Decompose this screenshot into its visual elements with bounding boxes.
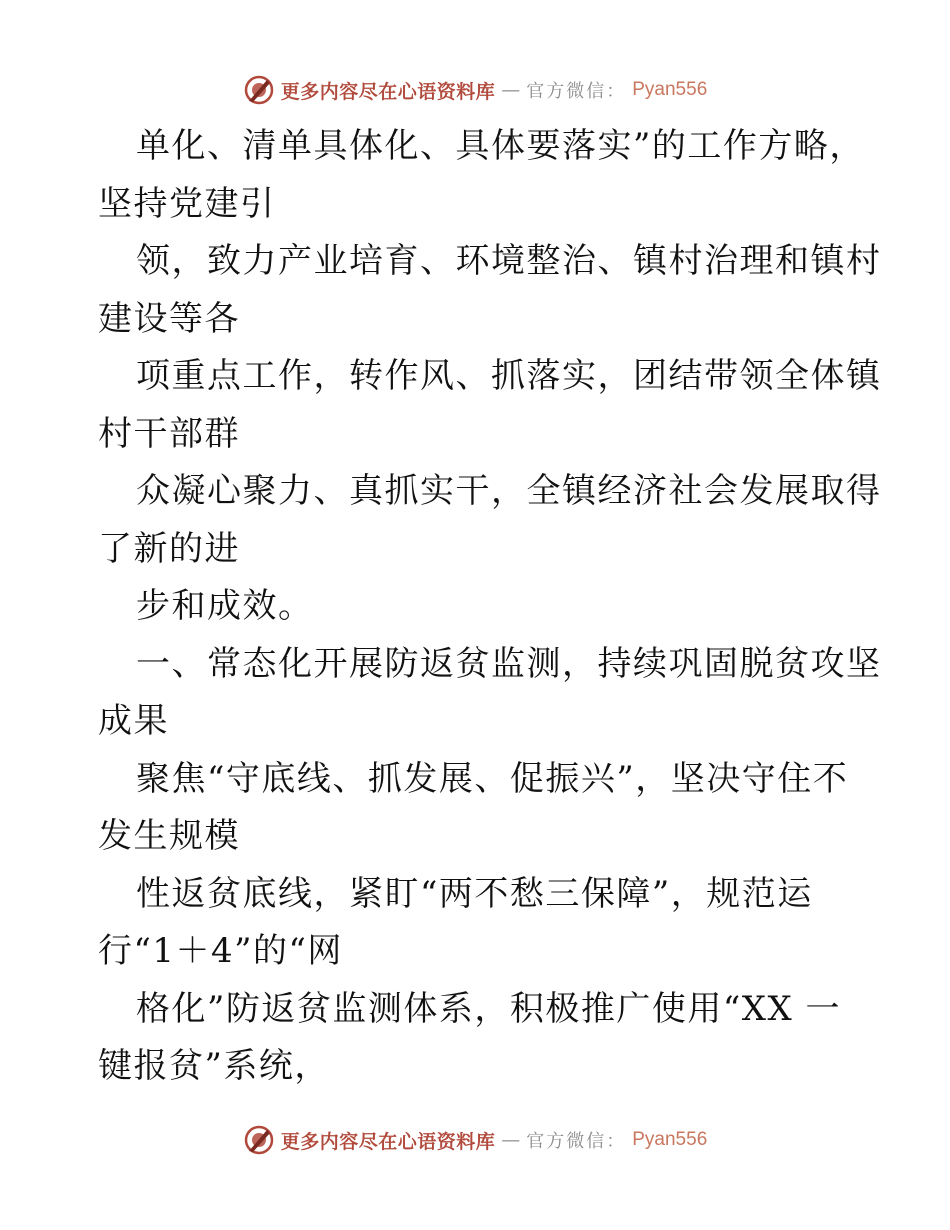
paragraph-line-wrap: 建设等各: [98, 298, 240, 339]
paragraph-line-wrap: 键报贫”系统，: [98, 1046, 330, 1086]
paragraph: [98, 981, 858, 1096]
document-body: [98, 118, 882, 1096]
paragraph: [98, 578, 858, 636]
paragraph: [98, 866, 858, 981]
paragraph-line: 聚焦“守底线、抓发展、促振兴”，坚决守住不: [136, 758, 849, 799]
paragraph-line: 格化”防返贫监测体系，积极推广使用“XX 一: [136, 988, 841, 1029]
section-heading: [98, 636, 882, 751]
paragraph-line: 项重点工作，转作风、抓落实，团结带领全体镇: [136, 356, 882, 396]
paragraph-line: 单化、清单具体化、具体要落实”的工作方略，: [136, 126, 865, 166]
paragraph-line: 领，致力产业培育、环境整治、镇村治理和镇村: [136, 241, 882, 281]
paragraph: [98, 118, 865, 233]
paragraph-line-wrap: 村干部群: [98, 413, 240, 454]
header-watermark: [0, 70, 950, 110]
paragraph-line: 一、常态化开展防返贫监测，持续巩固脱贫攻坚: [136, 643, 882, 684]
paragraph-line-wrap: 行“1＋4”的“网: [98, 931, 343, 971]
paragraph: [98, 463, 882, 578]
paragraph-line-wrap: 发生规模: [98, 816, 240, 856]
quill-seal-icon: [243, 1124, 275, 1156]
watermark-separator: —: [501, 79, 521, 101]
watermark-label: 官方微信：: [526, 1131, 627, 1152]
paragraph: [98, 233, 882, 348]
watermark-id: Pyan556: [632, 1129, 708, 1150]
watermark-id: Pyan556: [632, 79, 708, 100]
paragraph: [98, 751, 858, 866]
watermark-label: 官方微信：: [526, 81, 627, 102]
watermark-separator: —: [501, 1129, 521, 1151]
quill-seal-icon: [243, 74, 275, 106]
paragraph-line-wrap: 了新的进: [98, 528, 240, 569]
paragraph: [98, 348, 882, 463]
watermark-text: 更多内容尽在心语资料库: [280, 80, 496, 103]
paragraph-line-wrap: 成果: [98, 701, 169, 741]
footer-watermark: [0, 1120, 950, 1160]
paragraph-line: 步和成效。: [136, 586, 314, 626]
paragraph-line: 众凝心聚力、真抓实干，全镇经济社会发展取得: [136, 471, 882, 511]
paragraph-line: 性返贫底线，紧盯“两不愁三保障”，规范运: [136, 873, 813, 914]
watermark-text: 更多内容尽在心语资料库: [280, 1130, 496, 1153]
paragraph-line-wrap: 坚持党建引: [98, 183, 276, 224]
